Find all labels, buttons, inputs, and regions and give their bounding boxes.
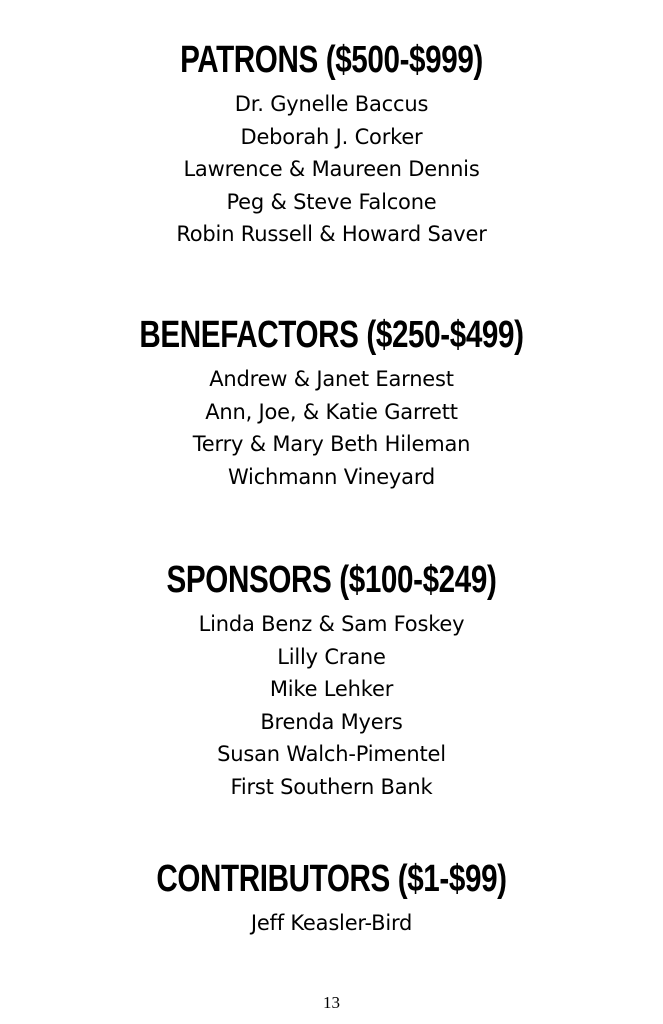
list-item: Brenda Myers <box>260 709 403 734</box>
list-item: Wichmann Vineyard <box>227 464 436 489</box>
list-item: First Southern Bank <box>230 774 433 799</box>
list-item: Linda Benz & Sam Foskey <box>198 612 465 636</box>
list-item: Jeff Keasler-Bird <box>250 911 413 935</box>
list-item: Robin Russell & Howard Saver <box>176 222 487 247</box>
list-item: Lawrence & Maureen Dennis <box>183 157 480 182</box>
section-heading: CONTRIBUTORS ($1-$99) <box>156 858 507 900</box>
sponsors-section <box>0 558 663 804</box>
section-heading: PATRONS ($500-$999) <box>180 39 483 81</box>
section-heading: BENEFACTORS ($250-$499) <box>139 314 524 356</box>
list-item: Lilly Crane <box>277 644 386 669</box>
benefactors-section <box>0 313 663 493</box>
list-item: Mike Lehker <box>269 677 394 702</box>
list-item: Peg & Steve Falcone <box>226 189 437 214</box>
list-item: Dr. Gynelle Baccus <box>234 92 429 116</box>
list-item: Ann, Joe, & Katie Garrett <box>205 399 458 424</box>
section-heading: SPONSORS ($100-$249) <box>166 559 497 601</box>
name-list <box>0 608 663 804</box>
list-item: Andrew & Janet Earnest <box>209 367 454 391</box>
list-item: Deborah J. Corker <box>240 124 423 149</box>
patrons-section <box>0 38 663 251</box>
name-list <box>0 88 663 251</box>
list-item: Terry & Mary Beth Hileman <box>192 432 471 457</box>
list-item: Susan Walch-Pimentel <box>217 742 446 767</box>
name-list <box>0 363 663 493</box>
contributors-section <box>0 857 663 940</box>
name-list <box>0 907 663 940</box>
page-number: 13 <box>323 993 340 1012</box>
